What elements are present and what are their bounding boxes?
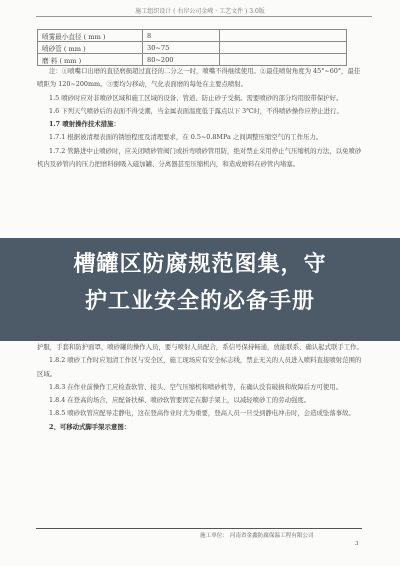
table-cell-value: 8 [143, 30, 220, 42]
page-number: 3 [355, 541, 359, 547]
table-row [38, 54, 347, 66]
paragraph: 1.5 喷砂时应对非喷砂区域和施工区域的设备、管道、防止砂子受损。需要喷砂的部分均用胶带保护好。 [49, 93, 343, 102]
table-row [38, 30, 347, 42]
body-text-bottom [37, 341, 363, 434]
banner-title-line: 槽罐区防腐规范图集，守 [73, 252, 327, 277]
table-cell-empty [220, 42, 347, 54]
table-row [38, 42, 347, 54]
body-text-top [37, 65, 363, 171]
banner-title [0, 246, 400, 320]
footer-rule [36, 528, 362, 529]
section-subheading: 1.7 喷射操作技术措施： [49, 120, 120, 129]
paragraph: 1.7.1 根据被清理表面的锈蚀程度及清理要求，在 0.5~0.8MPa 之间调整压缩空气的工作压力。 [49, 133, 323, 142]
table-cell-empty [220, 54, 347, 66]
paragraph: 1.7.2 管路进中止喷砂时，应关闭喷砂管阀门或折弯喷砂管用防，绝对禁止采用停止气压缩机的方法，以免喷砂机内及砂管内的压力把磨料倒吸入磁加罐、分离器甚至压缩机内，和造成磨料在砂管内堵塞。 [37, 146, 362, 169]
page-header-title: 施工组织设计 ( 右岸公司金嵘 · 工艺文件 ) 3.0版 [135, 8, 265, 15]
table-cell-empty [220, 30, 347, 42]
table-cell-label: 喷雾最小直径 ( mm ) [38, 30, 143, 42]
table-cell-value: 30~75 [143, 42, 220, 54]
paragraph: 1.8.4 在登高的场合，应配备扶梯、喷砂软管要固定在脚手架上，以减轻喷砂工的劳动强度。 [49, 396, 311, 405]
table-cell-label: 磨 料 ( mm ) [38, 54, 143, 66]
paragraph: 注：①喷嘴口出磨的直径磨损超过直径的二分之一时，喷嘴不得继续使用。②最佳喷射角度为 45°~60°，最佳喷距为 120~200mm。③要均匀移动，气化表面磨的每处在主要点喷射。 [37, 67, 361, 89]
section-heading: 2、可移动式脚手架示意图： [49, 422, 131, 431]
banner-title-line: 护工业安全的必备手册 [84, 289, 315, 314]
table-cell-value: 80~200 [143, 54, 220, 66]
paragraph: 1.8.3 在作业前操作工应检查软管、接头、空气压缩机和喷砂机等，在确认没有破损和故障后方可使用。 [49, 382, 343, 391]
footer-company: 施工单位： 河南省金鑫防腐保温工程有限公司 [200, 533, 314, 539]
spec-table [37, 29, 347, 66]
paragraph: 1.6 下列天气喷砂后的表面不得受潮，当金属表面温度低于露点以下 3℃时，不得喷砂操作应停止进行。 [49, 106, 343, 115]
header-rule [36, 16, 372, 17]
paragraph: 1.8.5 喷砂软管应配导走静电，这在登高作业时尤为重要，登高人员一旦受到静电冲击时，会造成坠落事故。 [49, 409, 355, 418]
paragraph: 护服，手套和防护面罩，喷砂罐的操作人员，要与喷射人员配合，系信号保持畅通，放能联系、确认起式联手工作。 [37, 343, 363, 351]
table-cell-label: 喷砂管 ( mm ) [38, 42, 143, 54]
paragraph: 1.8.2 喷砂工作时应划清工作区与安全区，施工现场应有安全标志线，禁止无关的人员进入喷料直接喷射范围的区域。 [37, 356, 362, 378]
